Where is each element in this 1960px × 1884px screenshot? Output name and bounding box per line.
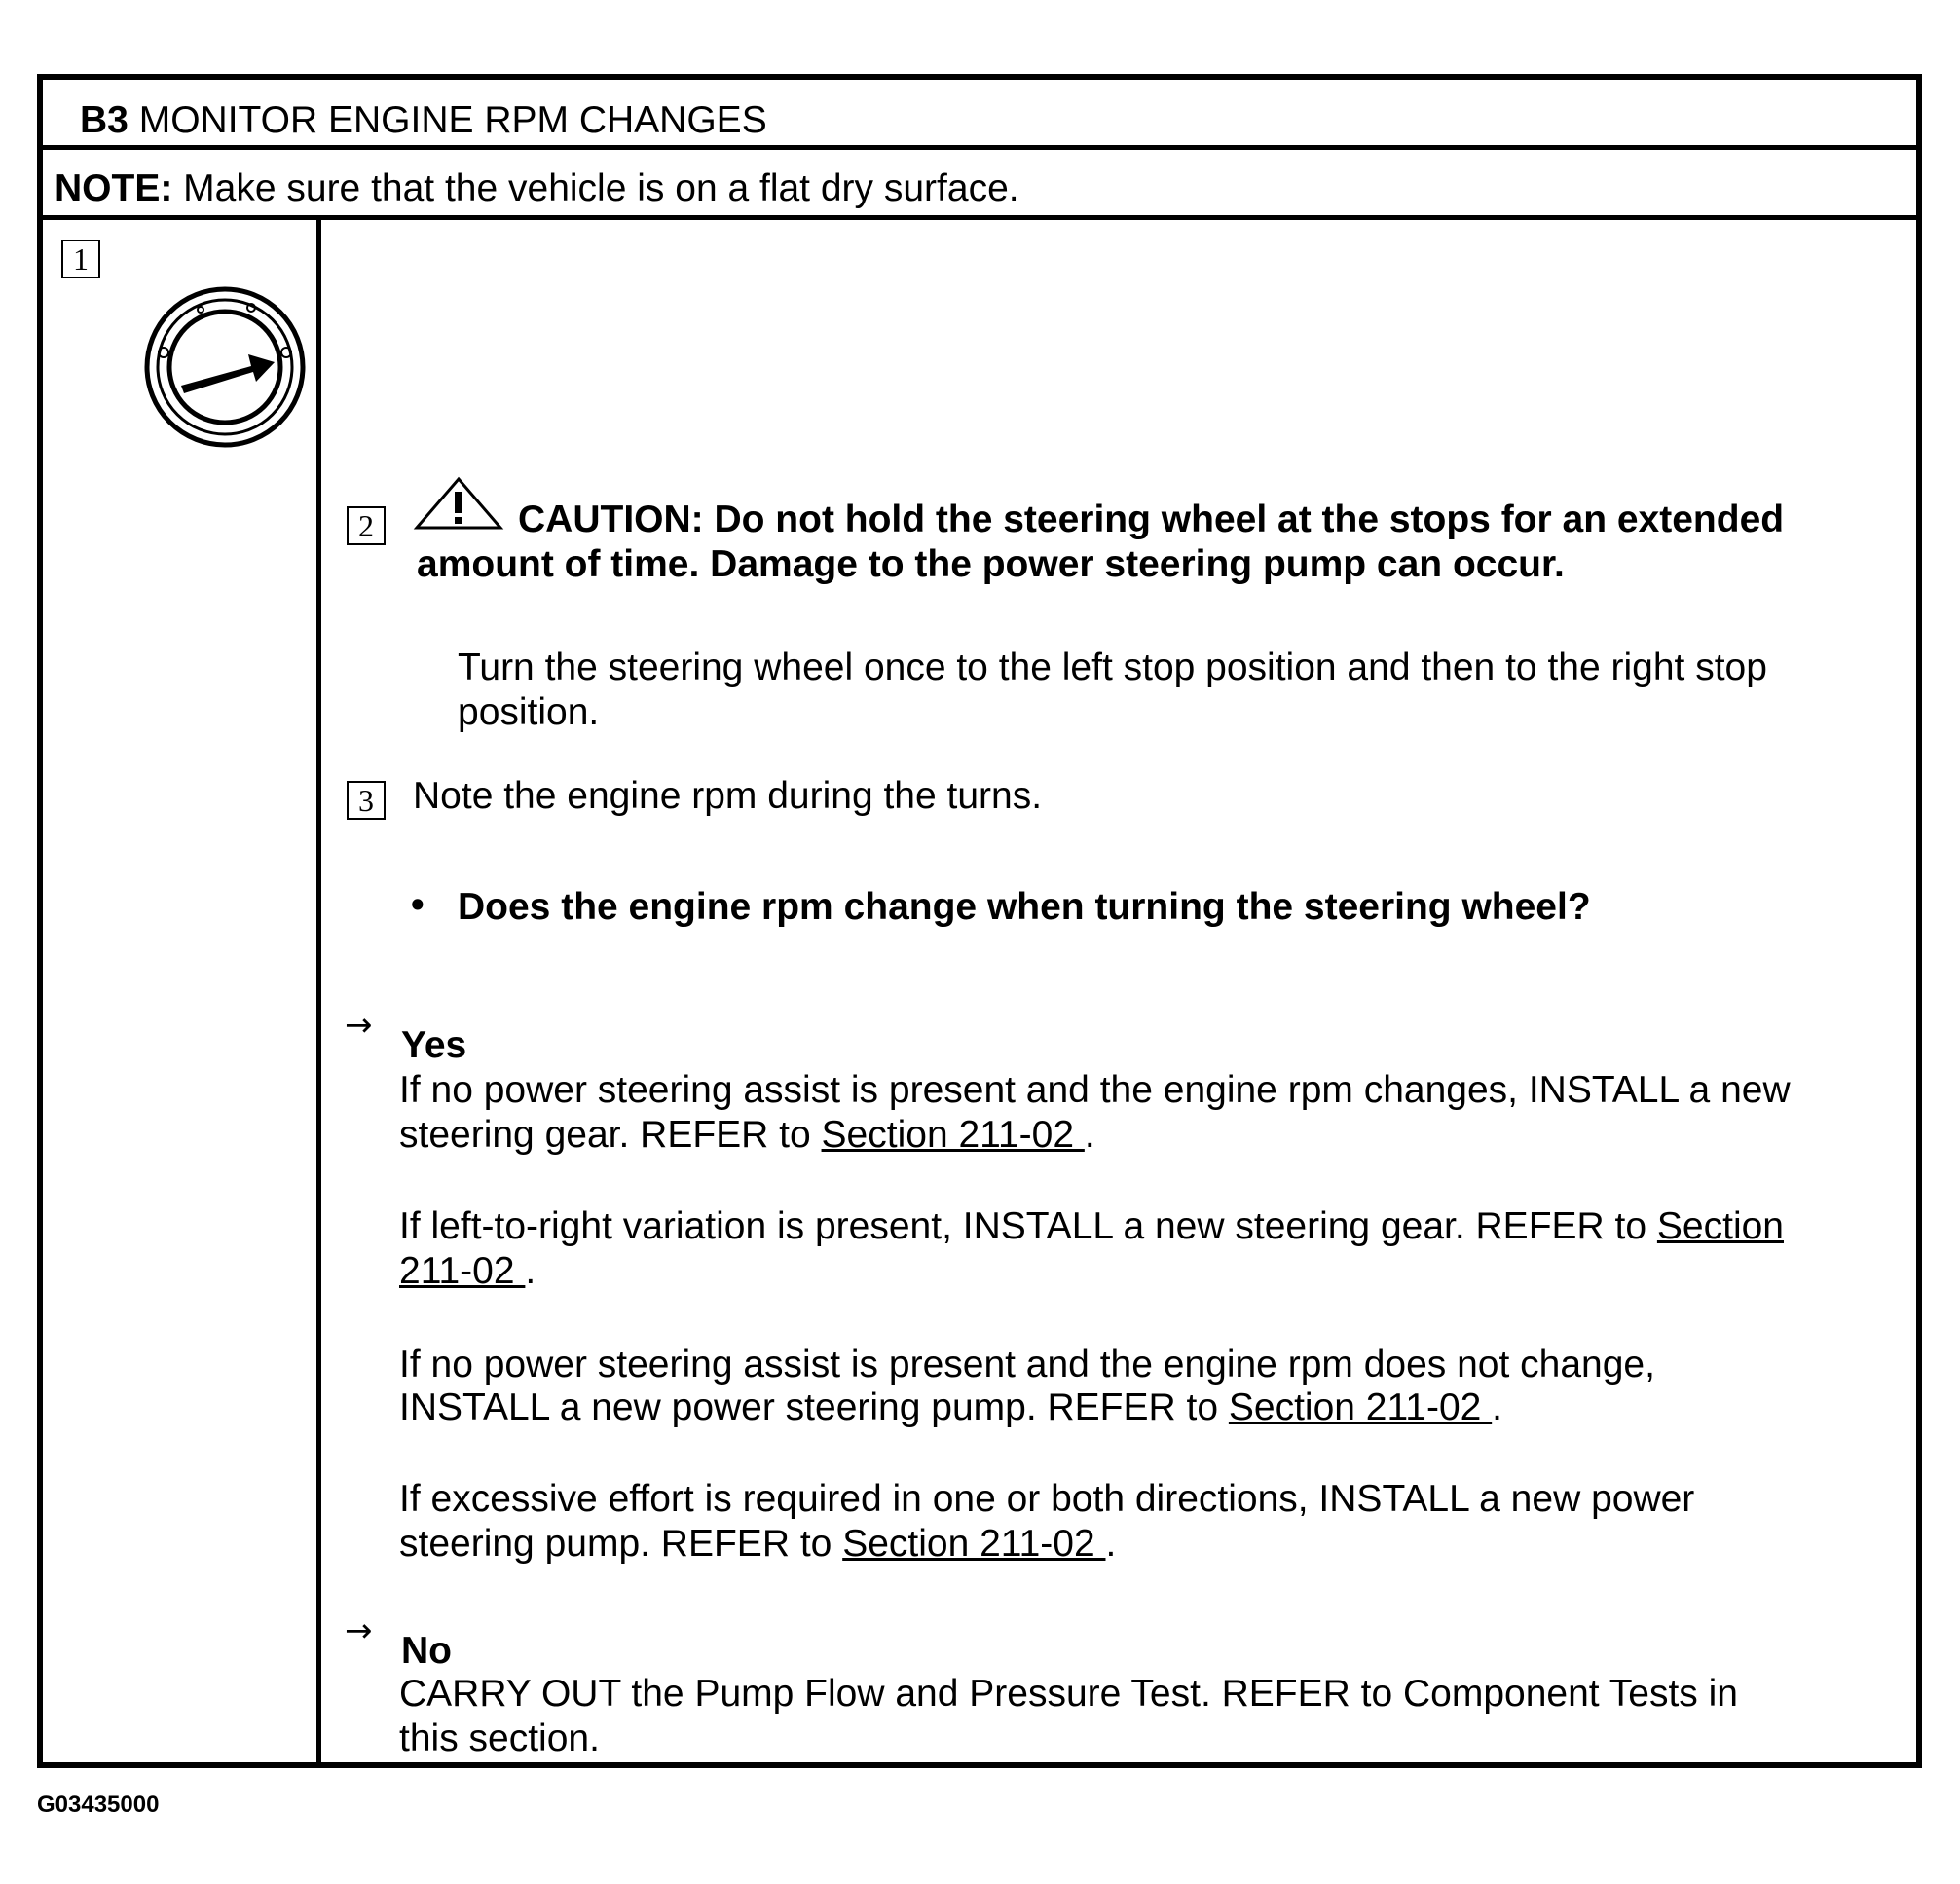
title-text: MONITOR ENGINE RPM CHANGES [138,99,767,141]
section-link[interactable]: 211-02 [399,1250,526,1292]
note-label: NOTE: [55,167,173,209]
no-line-2: this section. [399,1718,600,1759]
illustration-column [43,220,321,1762]
right-arrow-icon: → [345,1611,373,1650]
caution-line-2: amount of time. Damage to the power steering pump can occur. [417,543,1565,585]
page-title [80,99,767,142]
yes-p3-line-1: If no power steering assist is present and the engine rpm does not change, [399,1344,1655,1385]
yes-p3-line-2: INSTALL a new power steering pump. REFER to Section 211-02 . [399,1386,1503,1428]
right-arrow-icon: → [345,1006,373,1045]
yes-p2-line-2: 211-02 . [399,1250,536,1292]
bullet: • [411,884,425,926]
caution-line-1: CAUTION: Do not hold the steering wheel at the stops for an extended [518,499,1785,540]
figure-id: G03435000 [37,1792,160,1818]
question: Does the engine rpm change when turning the steering wheel? [458,886,1591,928]
section-link[interactable]: Section 211-02 [1228,1386,1493,1428]
step3-text: Note the engine rpm during the turns. [413,775,1043,817]
procedure-table [37,74,1922,1768]
step-number-1: 1 [61,240,100,278]
yes-p4-line-2: steering pump. REFER to Section 211-02 . [399,1523,1117,1565]
warning-triangle-icon [413,476,504,531]
step-number-3: 3 [347,781,386,820]
note-row [43,150,1916,220]
no-label: No [401,1630,452,1672]
step2-text-line-2: position. [458,691,600,733]
no-line-1: CARRY OUT the Pump Flow and Pressure Test. REFER to Component Tests in [399,1673,1738,1715]
yes-p2-line-1: If left-to-right variation is present, INSTALL a new steering gear. REFER to Section [399,1205,1784,1247]
note-text: Make sure that the vehicle is on a flat dry surface. [183,167,1019,209]
section-link[interactable]: Section 211-02 [821,1114,1085,1156]
steering-wheel-turn-icon [142,284,308,450]
yes-p1-line-1: If no power steering assist is present and the engine rpm changes, INSTALL a new [399,1069,1791,1111]
yes-label: Yes [401,1024,467,1066]
section-link[interactable]: Section 211-02 [842,1523,1106,1565]
yes-p1-line-2: steering gear. REFER to Section 211-02 . [399,1114,1095,1156]
yes-p4-line-1: If excessive effort is required in one or both directions, INSTALL a new power [399,1478,1695,1520]
section-link[interactable]: Section [1656,1205,1784,1247]
step-number-2: 2 [347,506,386,545]
step-code: B3 [80,99,129,141]
step2-text-line-1: Turn the steering wheel once to the left stop position and then to the right stop [458,646,1767,688]
note [55,167,1019,210]
title-row [43,80,1916,150]
